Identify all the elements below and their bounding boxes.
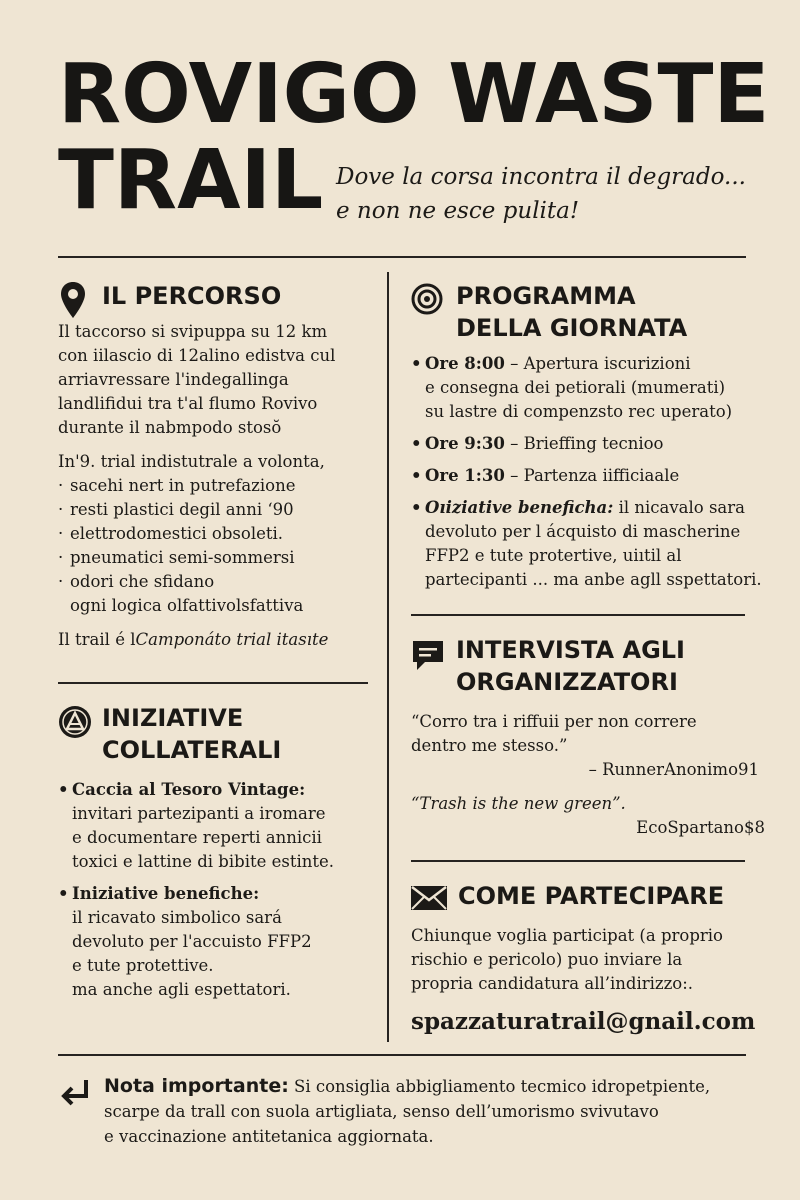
list-item	[58, 882, 378, 1002]
schedule-time: Ore 9:30	[425, 434, 505, 453]
intervista-text	[411, 710, 765, 840]
arrow-down-left-icon	[58, 1076, 90, 1108]
iniziative-title-2: COLLATERALI	[102, 736, 282, 764]
item-lead: Iniziative benefiche:	[72, 884, 260, 903]
intervista-title-2: ORGANIZZATORI	[456, 668, 678, 696]
map-pin-icon	[60, 281, 86, 319]
email-address[interactable]: spazzaturatrail@gnail.com	[411, 1008, 756, 1035]
intervista-heading	[456, 634, 685, 698]
schedule-line: su lastre di compenzsto rec uperato)	[425, 402, 733, 421]
tagline	[336, 160, 746, 228]
nota-lead: Nota importante:	[104, 1075, 289, 1097]
list-item: · pneumatici semi-sommersi	[58, 546, 378, 570]
partecipare-line: rischio e pericolo) puo inviare la	[411, 950, 683, 969]
schedule-item	[411, 352, 771, 424]
benefit-line: il nicavalo sara	[618, 498, 745, 517]
tagline-line-1: Dove la corsa incontra il degrado...	[336, 164, 746, 190]
item-line: ma anche agli espettatori.	[72, 980, 291, 999]
list-item: · resti plastici degil anni ‘90	[58, 498, 378, 522]
schedule-item	[411, 464, 771, 488]
programma-title-1: PROGRAMMA	[456, 282, 636, 310]
schedule-item	[411, 432, 771, 456]
percorso-line: landlifidui tra t'al flumo Rovivo	[58, 394, 318, 413]
target-icon	[411, 283, 443, 315]
envelope-icon	[411, 886, 447, 910]
programma-title-2: DELLA GIORNATA	[456, 314, 688, 342]
percorso-list-tail: ogni logica olfattivolsfattiva	[70, 596, 304, 615]
item-line: il ricavato simbolico sará	[72, 908, 282, 927]
list-item: · sacehi nert in putrefazione	[58, 474, 378, 498]
item-line: invitari partezipanti a iromare	[72, 804, 326, 823]
partecipare-line: propria candidatura all’indirizzo:.	[411, 974, 694, 993]
hazard-badge-icon	[58, 705, 92, 739]
header-divider	[58, 256, 746, 258]
divider-right-1	[411, 614, 745, 616]
programma-heading	[456, 280, 687, 344]
title-line-2: TRAIL	[58, 133, 324, 228]
closing-italic: Camponáto trial itasıte	[135, 630, 329, 649]
partecipare-line: Chiunque voglia participat (a proprio	[411, 926, 723, 945]
item-line: toxici e lattine di bibite estinte.	[72, 852, 335, 871]
percorso-line: durante il nabmpodo stosŏ	[58, 418, 282, 437]
benefit-line: devoluto per l ácquisto di mascherine	[425, 522, 741, 541]
quote-author: EcoSpartano$8	[636, 818, 765, 837]
nota-line: Si consiglia abbigliamento tecmico idropetpiente,	[288, 1077, 711, 1096]
quote-line: “Corro tra i riffuii per non correre	[411, 712, 697, 731]
title-line-1: ROVIGO WASTE	[58, 47, 770, 142]
list-item: · elettrodomestici obsoleti.	[58, 522, 378, 546]
nota-line: scarpe da trall con suola artigliata, senso dell’umorismo svivutavo	[104, 1102, 659, 1121]
item-line: e tute protettive.	[72, 956, 214, 975]
speech-bubble-icon	[411, 638, 445, 672]
quote-line: “Trash is the new green”.	[411, 794, 626, 813]
iniziative-heading	[102, 702, 281, 766]
benefit-lead: Oıiziative beneficha:	[425, 498, 614, 517]
iniziative-title-1: INIZIATIVE	[102, 704, 244, 732]
quote-line: dentro me stesso.”	[411, 736, 568, 755]
schedule-time: Ore 8:00	[425, 354, 505, 373]
schedule-line: – Partenza iifficiaale	[510, 466, 680, 485]
benefit-line: FFP2 e tute protertive, uiıtil al	[425, 546, 682, 565]
partecipare-text	[411, 924, 771, 996]
item-line: e documentare reperti annicii	[72, 828, 322, 847]
item-lead: Caccia al Tesoro Vintage:	[72, 780, 306, 799]
divider-right-2	[411, 860, 745, 862]
nota-line: e vaccinazione antitetanica aggiornata.	[104, 1127, 434, 1146]
percorso-list	[58, 474, 378, 594]
percorso-text	[58, 320, 378, 652]
closing-prefix: Il trail é l	[58, 630, 136, 649]
schedule-line: – Brieffing tecnioo	[510, 434, 664, 453]
percorso-heading: IL PERCORSO	[102, 282, 282, 310]
benefit-line: partecipanti ... ma anbe agll sspettatori.	[425, 570, 762, 589]
percorso-line: arriavressare l'indegallinga	[58, 370, 289, 389]
intervista-title-1: INTERVISTA AGLI	[456, 636, 685, 664]
partecipare-heading: COME PARTECIPARE	[458, 882, 725, 910]
schedule-time: Ore 1:30	[425, 466, 505, 485]
percorso-closing	[58, 628, 378, 652]
item-line: devoluto per l'accuisto FFP2	[72, 932, 312, 951]
percorso-list-intro: In'9. trial indistutrale a volonta,	[58, 452, 325, 471]
percorso-line: con iilascio di 12alino edistva cul	[58, 346, 336, 365]
nota-importante	[104, 1074, 784, 1149]
percorso-line: Il taccorso si svipuppa su 12 km	[58, 322, 328, 341]
tagline-line-2: e non ne esce pulita!	[336, 198, 580, 224]
list-item	[58, 778, 378, 874]
programma-list	[411, 352, 771, 592]
iniziative-text	[58, 778, 378, 1010]
schedule-line: – Apertura iscurizioni	[510, 354, 691, 373]
footer-divider	[58, 1054, 746, 1056]
programma-text	[411, 352, 771, 600]
list-item: · odori che sfidano	[58, 570, 378, 594]
schedule-line: e consegna dei petiorali (mumerati)	[425, 378, 726, 397]
iniziative-list	[58, 778, 378, 1002]
quote-author: – RunnerAnonimo91	[588, 760, 759, 779]
column-divider	[387, 272, 389, 1042]
divider-left-mid	[58, 682, 368, 684]
schedule-item	[411, 496, 771, 592]
